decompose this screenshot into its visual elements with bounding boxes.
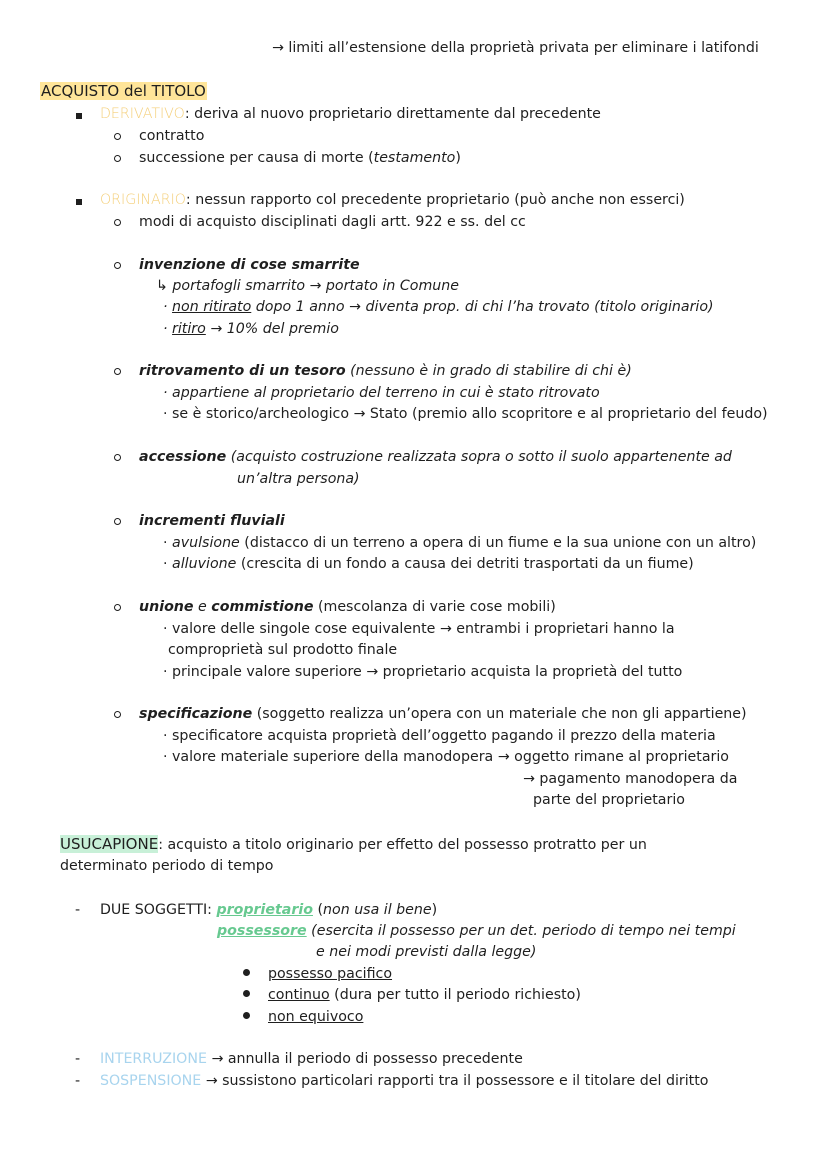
incrementi-line-1 [163,534,756,552]
non-ritirato-text: non ritirato [172,299,252,315]
sospensione-line [100,1072,709,1090]
specificazione-paren: (soggetto realizza un’opera con un materiale che non gli appartiene) [252,706,747,722]
acquisto-heading: ACQUISTO del TITOLO [41,82,206,100]
avulsione-text: avulsione [172,535,240,551]
bullet-non-equivoco: non equivoco [268,1009,364,1025]
invenzione-title: invenzione di cose smarrite [139,257,360,273]
invenzione-line-3 [163,320,339,338]
circle-bullet-icon [114,133,121,140]
usucapione-heading: USUCAPIONE [60,835,159,853]
originario-line [100,191,685,209]
derivativo-desc: : deriva al nuovo proprietario direttamente dal precedente [184,106,601,122]
interruzione-line [100,1050,523,1068]
paren-close: ) [431,902,438,918]
unione-line-1b: comproprietà sul prodotto finale [168,642,398,658]
circle-bullet-icon [114,518,121,525]
dash-bullet: - [75,1073,81,1089]
accessione-line-2: un’altra persona) [237,471,360,487]
usucapione-desc-1: : acquisto a titolo originario per effetto del possesso protratto per un [158,837,647,853]
dash-bullet: - [75,1051,81,1067]
derivativo-item-successione [139,149,461,167]
tesoro-line [139,362,632,380]
soggetti-line [100,901,437,919]
incrementi-line-2 [163,555,694,573]
commistione-title: commistione [211,599,314,615]
bullet-pacifico: possesso pacifico [268,966,393,982]
dash-bullet: - [75,902,81,918]
accessione-title: accessione [139,449,227,465]
possessore-note-1: (esercita il possesso per un det. periodo di tempo nei tempi [306,923,736,939]
specificazione-line [139,705,747,723]
tesoro-paren: (nessuno è in grado di stabilire di chi è) [345,363,632,379]
square-bullet-icon [76,113,82,119]
successione-text: successione per causa di morte ( [139,150,374,166]
circle-bullet-icon [114,454,121,461]
usucapione-desc-2: determinato periodo di tempo [60,858,274,874]
proprietario-note: non usa il bene [323,902,432,918]
tesoro-title: ritrovamento di un tesoro [139,363,346,379]
usucapione-line [60,835,647,854]
latifondi-line: → limiti all’estensione della proprietà privata per eliminare i latifondi [272,40,759,56]
originario-modi: modi di acquisto disciplinati dagli artt. 922 e ss. del cc [139,214,526,230]
specificazione-line-3: → pagamento manodopera da [523,771,738,787]
specificazione-line-4: parte del proprietario [533,792,685,808]
circle-bullet-icon [114,262,121,269]
avulsione-desc: (distacco di un terreno a opera di un fiume e la sua unione con un altro) [239,535,757,551]
specificazione-title: specificazione [139,706,253,722]
paren-open: ( [312,902,324,918]
unione-title: unione [139,599,194,615]
possessore-line [217,922,736,940]
dot-text: · [163,535,173,551]
testamento-text: testamento [373,150,456,166]
tesoro-line-1: · appartiene al proprietario del terreno in cui è stato ritrovato [163,385,600,401]
e-text: e [193,599,212,615]
unione-paren: (mescolanza di varie cose mobili) [313,599,556,615]
invenzione-line-1: ↳ portafogli smarrito → portato in Comune [156,278,460,294]
circle-bullet-icon [114,604,121,611]
circle-bullet-icon [114,155,121,162]
derivativo-term: DERIVATIVO [100,106,185,122]
possessore-term: possessore [217,923,307,939]
dot-bullet-icon [243,1012,250,1019]
tesoro-line-2: · se è storico/archeologico → Stato (premio allo scopritore e al proprietario del feudo) [163,406,768,422]
unione-line-1: · valore delle singole cose equivalente → entrambi i proprietari hanno la [163,621,675,637]
ritiro-text: ritiro [172,321,206,337]
specificazione-line-2: · valore materiale superiore della manodopera → oggetto rimane al proprietario [163,749,729,765]
alluvione-text: alluvione [172,556,237,572]
invenzione-l3-rest: → 10% del premio [205,321,339,337]
interruzione-desc: → annulla il periodo di possesso precedente [206,1051,523,1067]
originario-desc: : nessun rapporto col precedente proprietario (può anche non esserci) [185,192,685,208]
accessione-line [139,448,732,466]
bullet-continuo [268,986,581,1004]
accessione-paren-1: (acquisto costruzione realizzata sopra o sotto il suolo appartenente ad [226,449,732,465]
incrementi-title: incrementi fluviali [139,513,285,529]
invenzione-line-2 [163,298,714,316]
invenzione-l2-rest: dopo 1 anno → diventa prop. di chi l’ha trovato (titolo originario) [251,299,714,315]
derivativo-item-contratto: contratto [139,128,205,144]
derivativo-line [100,105,601,123]
dot-text: · [163,299,173,315]
continuo-desc: (dura per tutto il periodo richiesto) [329,987,581,1003]
originario-term: ORIGINARIO [100,192,186,208]
interruzione-term: INTERRUZIONE [100,1051,207,1067]
dot-bullet-icon [243,969,250,976]
dot-text: · [163,556,173,572]
proprietario-term: proprietario [216,902,313,918]
unione-line [139,598,556,616]
dot-text: · [163,321,173,337]
paren-close: ) [455,150,461,166]
sospensione-desc: → sussistono particolari rapporti tra il possessore e il titolare del diritto [201,1073,709,1089]
square-bullet-icon [76,199,82,205]
circle-bullet-icon [114,219,121,226]
alluvione-desc: (crescita di un fondo a causa dei detriti trasportati da un fiume) [236,556,694,572]
soggetti-label: DUE SOGGETTI: [100,902,217,918]
circle-bullet-icon [114,711,121,718]
continuo-text: continuo [268,987,330,1003]
dot-bullet-icon [243,990,250,997]
unione-line-2: · principale valore superiore → proprietario acquista la proprietà del tutto [163,664,683,680]
sospensione-term: SOSPENSIONE [100,1073,202,1089]
specificazione-line-1: · specificatore acquista proprietà dell’oggetto pagando il prezzo della materia [163,728,716,744]
possessore-note-2: e nei modi previsti dalla legge) [316,944,537,960]
circle-bullet-icon [114,368,121,375]
